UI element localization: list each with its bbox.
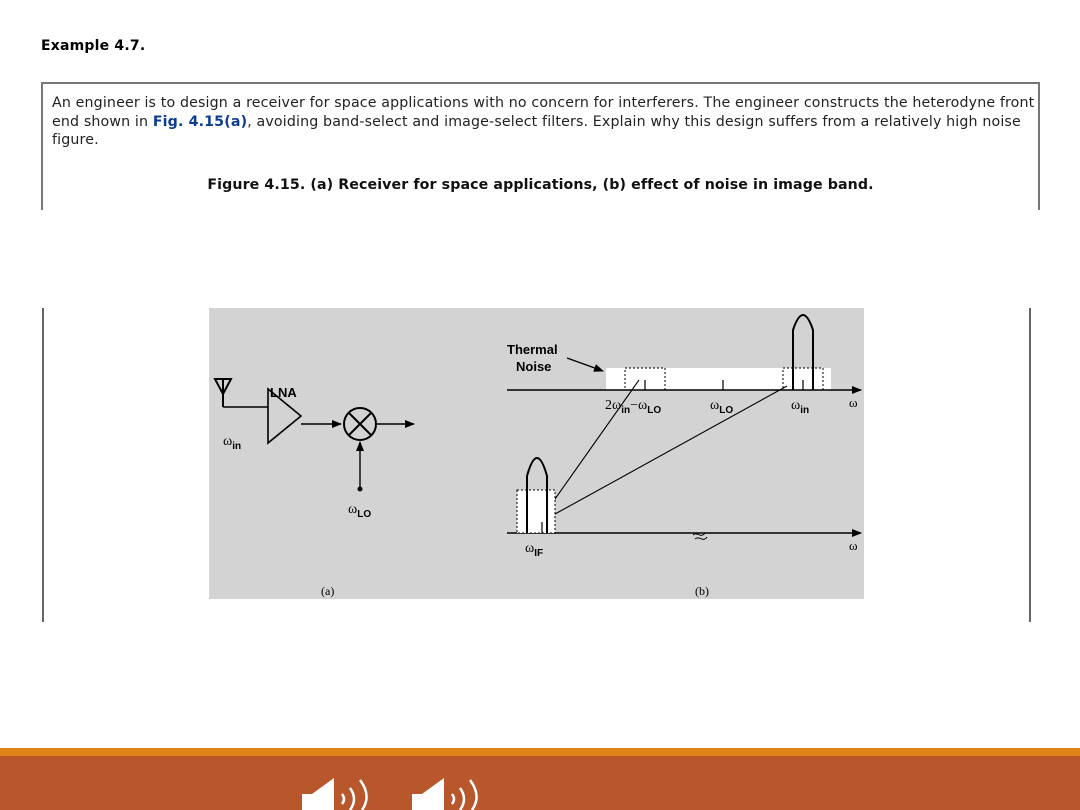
image-downconversion-arrow <box>543 380 639 516</box>
figure-4-15 <box>209 308 864 599</box>
part-a-label: (a) <box>321 584 335 598</box>
lna-label: LNA <box>270 385 297 400</box>
figure-frame-right <box>1029 308 1031 622</box>
figure-caption: Figure 4.15. (a) Receiver for space applications, (b) effect of noise in image band. <box>207 177 874 193</box>
omega-lo-label: $\omega_{LO}$ <box>348 502 372 520</box>
signal-downconversion-arrow <box>546 386 787 519</box>
thermal-noise-pointer <box>567 358 603 371</box>
footer-accent-bar <box>0 748 1080 756</box>
figure-drawing <box>209 308 864 599</box>
in-freq-label: $\omega_{in}$ <box>791 398 810 416</box>
if-band-dashed <box>517 490 555 533</box>
thermal-noise-label-1: Thermal <box>507 342 558 357</box>
example-title: Example 4.7. <box>41 38 146 54</box>
speaker-icon[interactable] <box>300 772 384 810</box>
figure-frame-left <box>42 308 44 622</box>
axis-break-icon <box>693 533 707 539</box>
problem-text-part: , avoiding band-select and image-select filters. Explain why this design suffers from a relatively high noise figure. <box>52 113 1021 148</box>
if-freq-label: $\omega_{IF}$ <box>525 541 544 559</box>
upper-axis-omega: ω <box>849 395 858 410</box>
mixer-icon <box>344 408 376 440</box>
lo-freq-label: $\omega_{LO}$ <box>710 398 734 416</box>
footer-bar <box>0 756 1080 810</box>
antenna-icon <box>215 379 268 407</box>
lo-node <box>358 487 363 492</box>
speaker-icon[interactable] <box>410 772 494 810</box>
lower-axis-omega: ω <box>849 538 858 553</box>
figure-link[interactable]: Fig. 4.15(a) <box>152 113 248 130</box>
problem-box <box>41 82 1040 210</box>
part-b-label: (b) <box>695 584 709 598</box>
image-freq-label: $2\omega_{in}-\omega_{LO}$ <box>605 398 662 416</box>
noise-floor-band <box>606 368 831 390</box>
thermal-noise-label-2: Noise <box>516 359 552 374</box>
problem-text-part: An engineer is to design a receiver for space applications with no concern for interferers. The engineer constructs the heterodyne front end shown in <box>52 95 1035 130</box>
problem-text <box>52 94 1037 150</box>
omega-in-label: $\omega_{in}$ <box>223 434 242 452</box>
